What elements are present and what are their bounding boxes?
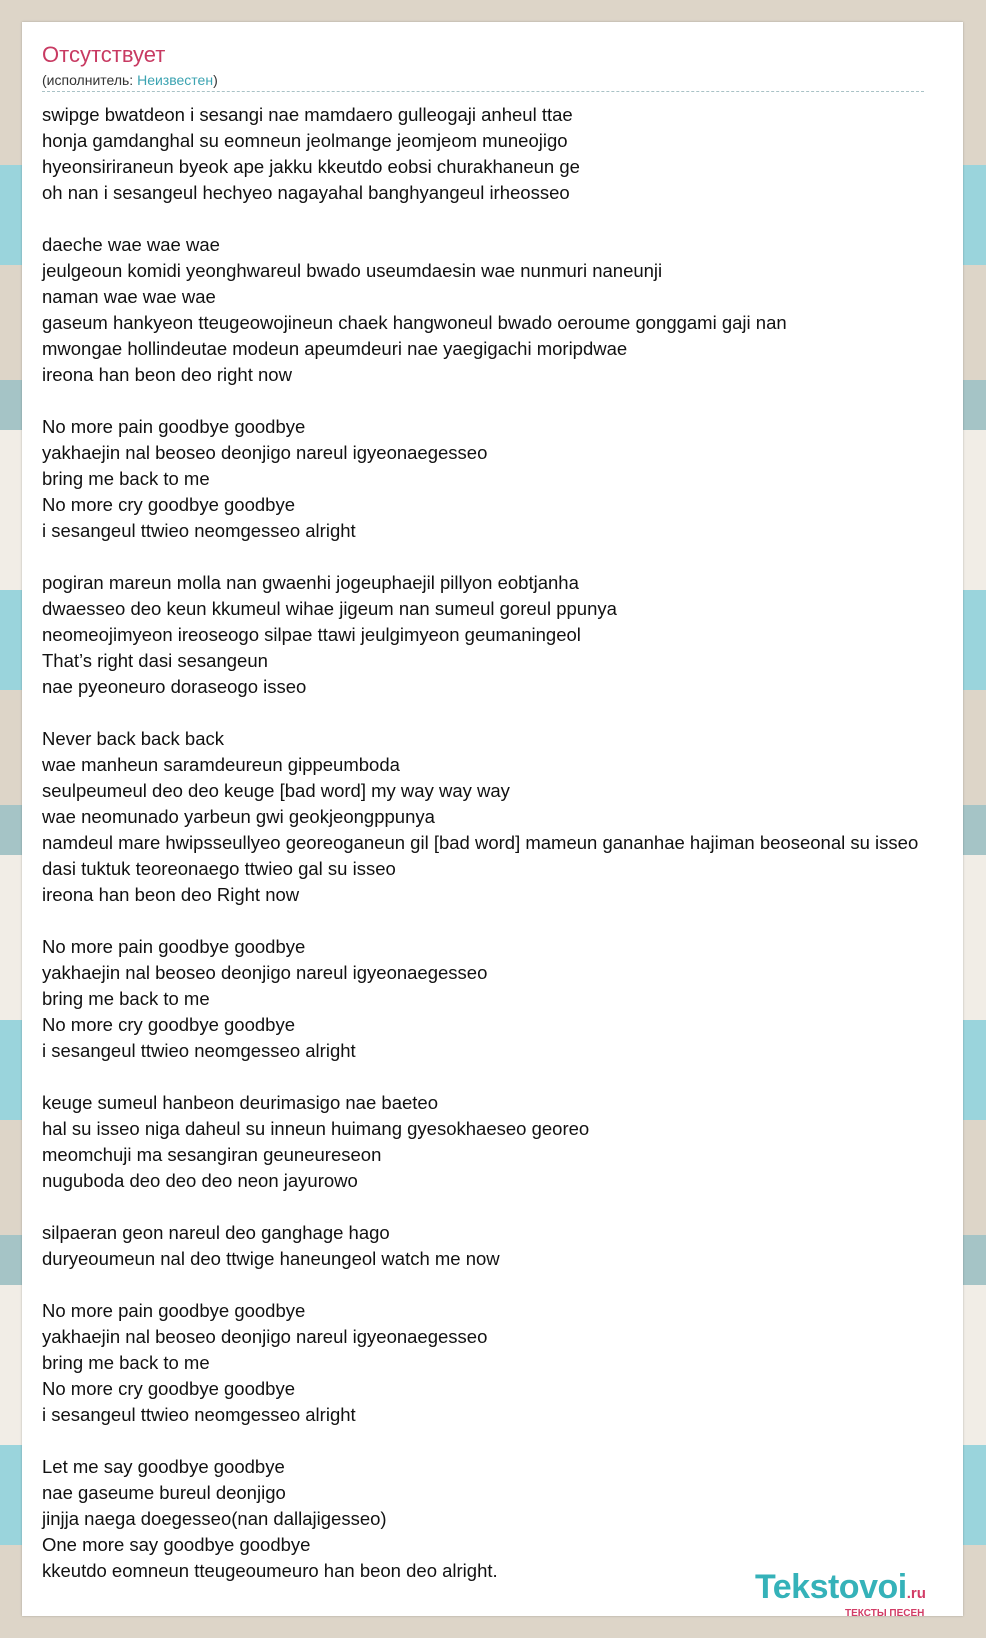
stanza-gap [42,700,967,726]
song-title: Отсутствует [42,42,166,67]
lyric-line: dwaesseo deo keun kkumeul wihae jigeum nan sumeul goreul ppunya [42,598,617,619]
lyric-line: keuge sumeul hanbeon deurimasigo nae baeteo [42,1092,438,1113]
lyric-line: bring me back to me [42,988,210,1009]
lyric-line: bring me back to me [42,1352,210,1373]
lyric-line: That’s right dasi sesangeun [42,650,268,671]
stanza-gap [42,388,967,414]
lyric-line: swipge bwatdeon i sesangi nae mamdaero gulleogaji anheul ttae [42,104,573,125]
site-logo[interactable] [755,1568,926,1619]
lyric-line: mwongae hollindeutae modeun apeumdeuri nae yaegigachi moripdwae [42,338,628,359]
artist-suffix: ) [213,72,218,88]
artist-prefix: (исполнитель: [42,72,138,88]
stanza-gap [42,544,967,570]
title-divider [42,91,924,92]
lyric-line: pogiran mareun molla nan gwaenhi jogeuphaejil pillyon eobtjanha [42,572,579,593]
lyric-line: bring me back to me [42,468,210,489]
lyric-line: silpaeran geon nareul deo ganghage hago [42,1222,390,1243]
artist-line [42,72,218,88]
lyric-line: duryeoumeun nal deo ttwige haneungeol watch me now [42,1248,500,1269]
lyric-line: daeche wae wae wae [42,234,220,255]
lyric-line: seulpeumeul deo deo keuge [bad word] my way way way [42,780,510,801]
lyric-line: i sesangeul ttwieo neomgesseo alright [42,1040,356,1061]
lyric-line: No more pain goodbye goodbye [42,1300,306,1321]
artist-link[interactable]: Неизвестен [137,72,214,88]
lyric-line: wae manheun saramdeureun gippeumboda [42,754,400,775]
lyric-line: jinjja naega doegesseo(nan dallajigesseo) [42,1508,387,1529]
lyric-line: namdeul mare hwipsseullyeo georeoganeun gil [bad word] mameun gananhae hajiman beoseonal su isseo [42,832,919,853]
lyric-line: meomchuji ma sesangiran geuneureseon [42,1144,382,1165]
stanza-gap [42,1194,967,1220]
lyric-line: neomeojimyeon ireoseogo silpae ttawi jeulgimyeon geumaningeol [42,624,581,645]
logo-tagline: ТЕКСТЫ ПЕСЕН [845,1608,925,1619]
lyric-line: One more say goodbye goodbye [42,1534,311,1555]
lyric-line: yakhaejin nal beoseo deonjigo nareul igyeonaegesseo [42,1326,488,1347]
lyric-line: hyeonsiriraneun byeok ape jakku kkeutdo eobsi churakhaneun ge [42,156,580,177]
lyric-line: No more pain goodbye goodbye [42,936,306,957]
lyric-line: kkeutdo eomneun tteugeoumeuro han beon deo alright. [42,1560,498,1581]
lyric-line: i sesangeul ttwieo neomgesseo alright [42,1404,356,1425]
lyric-line: Never back back back [42,728,225,749]
stanza-gap [42,1064,967,1090]
lyric-line: ireona han beon deo right now [42,364,292,385]
lyric-line: No more pain goodbye goodbye [42,416,306,437]
lyric-line: nae pyeoneuro doraseogo isseo [42,676,307,697]
stanza-gap [42,908,967,934]
logo-name: Tekstovoi [755,1568,907,1606]
lyric-line: nuguboda deo deo deo neon jayurowo [42,1170,358,1191]
lyric-line: No more cry goodbye goodbye [42,1014,295,1035]
stanza-gap [42,206,967,232]
lyric-line: jeulgeoun komidi yeonghwareul bwado useumdaesin wae nunmuri naneunji [42,260,663,281]
lyric-line: i sesangeul ttwieo neomgesseo alright [42,520,356,541]
lyric-line: naman wae wae wae [42,286,216,307]
lyrics-card [22,22,963,1616]
lyric-line: wae neomunado yarbeun gwi geokjeongppunya [42,806,435,827]
lyric-line: dasi tuktuk teoreonaego ttwieo gal su isseo [42,858,396,879]
lyric-line: oh nan i sesangeul hechyeo nagayahal banghyangeul irheosseo [42,182,570,203]
lyric-line: yakhaejin nal beoseo deonjigo nareul igyeonaegesseo [42,442,488,463]
lyric-line: hal su isseo niga daheul su inneun huimang gyesokhaeseo georeo [42,1118,590,1139]
lyric-line: nae gaseume bureul deonjigo [42,1482,286,1503]
stanza-gap [42,1272,967,1298]
logo-domain: .ru [906,1585,926,1602]
lyric-line: ireona han beon deo Right now [42,884,300,905]
lyric-line: Let me say goodbye goodbye [42,1456,285,1477]
lyric-line: honja gamdanghal su eomneun jeolmange jeomjeom muneojigo [42,130,568,151]
stanza-gap [42,1428,967,1454]
lyric-line: yakhaejin nal beoseo deonjigo nareul igyeonaegesseo [42,962,488,983]
lyric-line: gaseum hankyeon tteugeowojineun chaek hangwoneul bwado oeroume gonggami gaji nan [42,312,787,333]
lyrics-text [42,102,967,1584]
lyric-line: No more cry goodbye goodbye [42,494,295,515]
lyric-line: No more cry goodbye goodbye [42,1378,295,1399]
